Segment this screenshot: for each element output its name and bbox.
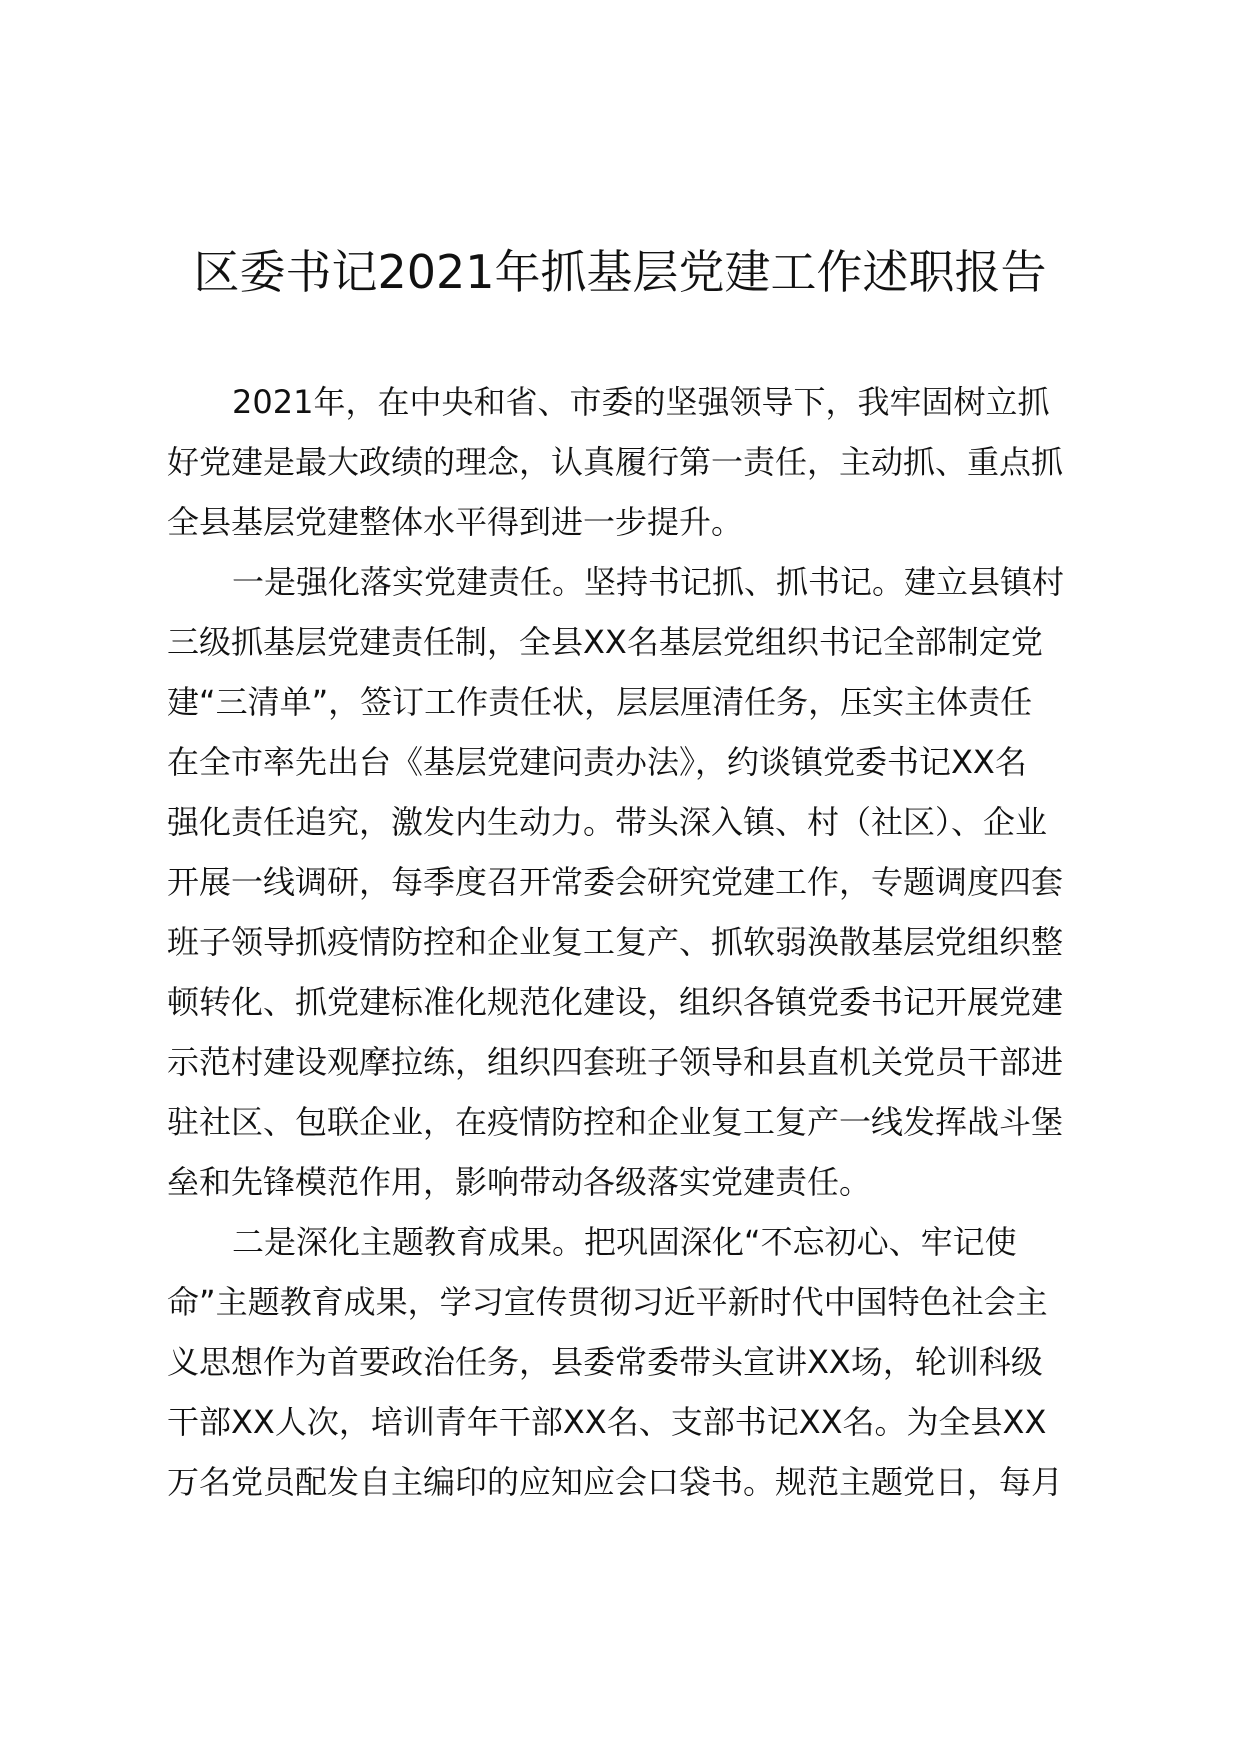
body-line: 万名党员配发自主编印的应知应会口袋书。规范主题党日，每月 (167, 1463, 1064, 1501)
body-line: 义思想作为首要政治任务，县委常委带头宣讲XX场，轮训科级 (167, 1343, 1043, 1381)
document-body (167, 372, 1087, 1512)
body-line: 开展一线调研，每季度召开常委会研究党建工作，专题调度四套 (167, 863, 1064, 901)
body-line: 驻社区、包联企业，在疫情防控和企业复工复产一线发挥战斗堡 (167, 1103, 1064, 1141)
body-line: 全县基层党建整体水平得到进一步提升。 (167, 503, 744, 541)
body-line: 命”主题教育成果，学习宣传贯彻习近平新时代中国特色社会主 (167, 1283, 1048, 1321)
body-line: 班子领导抓疫情防控和企业复工复产、抓软弱涣散基层党组织整 (167, 923, 1064, 961)
body-line: 强化责任追究，激发内生动力。带头深入镇、村（社区）、企业 (167, 803, 1048, 841)
body-line: 干部XX人次，培训青年干部XX名、支部书记XX名。为全县XX (167, 1403, 1047, 1441)
document-title: 区委书记2021年抓基层党建工作述职报告 (193, 245, 1047, 299)
body-line: 顿转化、抓党建标准化规范化建设，组织各镇党委书记开展党建 (167, 983, 1064, 1021)
body-line: 在全市率先出台《基层党建问责办法》，约谈镇党委书记XX名 (167, 743, 1027, 781)
body-line: 建“三清单”，签订工作责任状，层层厘清任务，压实主体责任 (167, 683, 1033, 721)
body-line: 一是强化落实党建责任。坚持书记抓、抓书记。建立县镇村 (232, 563, 1065, 601)
body-line: 二是深化主题教育成果。把巩固深化“不忘初心、牢记使 (232, 1223, 1017, 1261)
body-line: 好党建是最大政绩的理念，认真履行第一责任，主动抓、重点抓 (167, 443, 1064, 481)
body-line: 2021年，在中央和省、市委的坚强领导下，我牢固树立抓 (232, 383, 1050, 421)
body-line: 垒和先锋模范作用，影响带动各级落实党建责任。 (167, 1163, 872, 1201)
body-line: 三级抓基层党建责任制，全县XX名基层党组织书记全部制定党 (167, 623, 1043, 661)
body-line: 示范村建设观摩拉练，组织四套班子领导和县直机关党员干部进 (167, 1043, 1064, 1081)
